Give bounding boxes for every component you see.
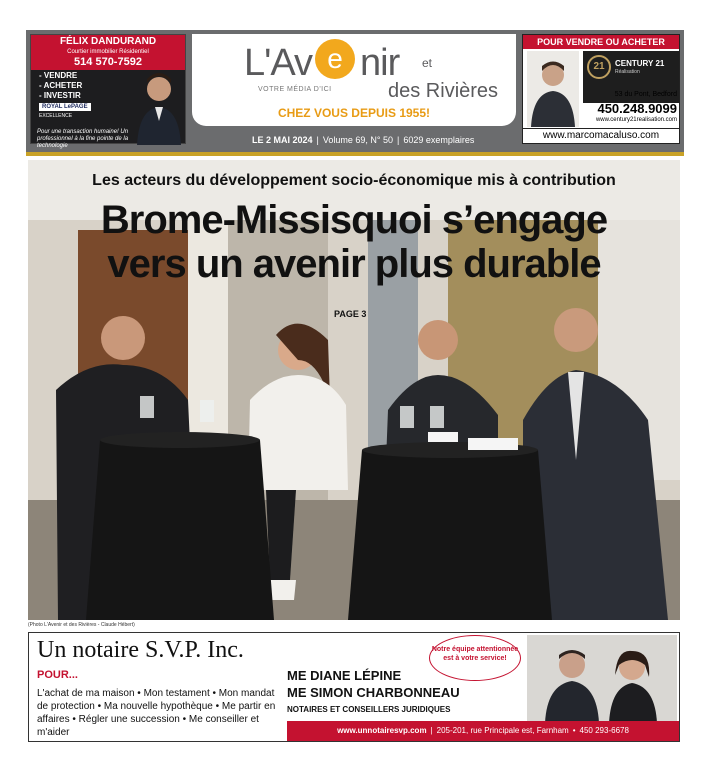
cover-headline-line-1: Brome-Missisquoi s’engage xyxy=(100,198,608,242)
cover-headline-line-2: vers un avenir plus durable xyxy=(107,242,601,286)
ad-left-service: - INVESTIR xyxy=(39,91,81,100)
ad-right-phone: 450.248.9099 xyxy=(597,101,677,116)
logo-e-letter: e xyxy=(327,43,343,74)
ad-left-brand: ROYAL LePAGE xyxy=(39,103,91,111)
ad-right-web: www.century21realisation.com xyxy=(595,117,677,123)
issue-info: LE 2 MAI 2024 | Volume 69, N° 50 | 6029 exemplaires xyxy=(252,135,475,145)
cover-photo xyxy=(28,160,680,620)
ad-bottom-contact-bar: www.unnotairesvp.com | 205-201, rue Principale est, Farnham • 450 293-6678 xyxy=(287,721,679,741)
ad-bottom-lawyers xyxy=(287,667,527,701)
ad-bottom-notary[interactable] xyxy=(28,632,680,742)
cover-page-ref[interactable]: PAGE 3 xyxy=(334,309,367,319)
ad-left-tagline: Pour une transaction humaine! Un professionnel à la fine pointe de la technologie xyxy=(37,129,129,149)
masthead-slogan: CHEZ VOUS DEPUIS 1955! xyxy=(277,106,431,120)
issue-volume: Volume 69, N° 50 xyxy=(322,135,394,145)
ad-bottom-lawyer-1: ME DIANE LÉPINE xyxy=(287,668,402,683)
logo-tagline: VOTRE MÉDIA D'ICI xyxy=(258,86,332,93)
ad-left-service: - ACHETER xyxy=(39,81,83,90)
ad-right-title: POUR VENDRE OU ACHETER xyxy=(523,35,679,49)
ad-left-phone: 514 570-7592 xyxy=(31,56,185,70)
ad-bottom-pour: POUR... xyxy=(37,669,78,681)
logo-text-end: nir xyxy=(360,42,400,84)
ad-bottom-services: L'achat de ma maison • Mon testament • Mon mandat de protection • Ma nouvelle hypothèque • Me partir en affaires • Régler une succession • Me conseiller et m'aider xyxy=(37,688,276,738)
century21-icon: 21 xyxy=(587,55,611,79)
ad-bottom-address: 205-201, rue Principale est, Farnham xyxy=(436,726,569,735)
ad-left-realtor[interactable] xyxy=(30,34,186,149)
ad-left-service: - VENDRE xyxy=(39,71,78,80)
ad-right-portrait xyxy=(527,51,579,127)
masthead[interactable] xyxy=(192,34,516,126)
ad-right-realtor[interactable] xyxy=(522,34,680,144)
logo-des-rivieres: des Rivières xyxy=(388,80,499,102)
issue-copies: 6029 exemplaires xyxy=(403,135,475,145)
ad-left-services xyxy=(39,71,82,101)
ad-bottom-portraits xyxy=(527,635,677,723)
ad-bottom-name: Un notaire S.V.P. Inc. xyxy=(37,637,244,663)
ad-left-title: Courtier immobilier Résidentiel xyxy=(31,48,185,56)
ad-bottom-lawyer-2: ME SIMON CHARBONNEAU xyxy=(287,685,460,700)
ad-bottom-role: NOTAIRES ET CONSEILLERS JURIDIQUES xyxy=(287,705,451,714)
header-gold-rule xyxy=(26,152,684,156)
photo-credit: (Photo L'Avenir et des Rivières - Claude Hébert) xyxy=(28,622,135,628)
ad-right-address: 53 du Pont, Bedford xyxy=(614,91,677,98)
ad-bottom-phone: 450 293-6678 xyxy=(579,726,629,735)
ad-right-brand-sub: Réalisation xyxy=(615,69,640,75)
cover-headline[interactable] xyxy=(28,198,680,286)
issue-date: LE 2 MAI 2024 xyxy=(252,135,313,145)
logo-et: et xyxy=(422,56,433,70)
logo-text-start: L'Av xyxy=(244,42,313,84)
cover-kicker: Les acteurs du développement socio-économique mis à contribution xyxy=(92,172,616,189)
ad-left-name: FÉLIX DANDURAND xyxy=(31,35,185,48)
ad-left-portrait xyxy=(131,65,187,145)
logo-e-mark xyxy=(314,38,356,80)
ad-bottom-web[interactable]: www.unnotairesvp.com xyxy=(337,726,427,735)
ad-right-url[interactable]: www.marcomacaluso.com xyxy=(523,128,679,143)
ad-right-brand: CENTURY 21 xyxy=(615,59,665,68)
ad-bottom-badge: Notre équipe attentionnée est à votre service! xyxy=(429,635,521,681)
ad-left-brand-sub: EXCELLENCE xyxy=(39,113,73,119)
